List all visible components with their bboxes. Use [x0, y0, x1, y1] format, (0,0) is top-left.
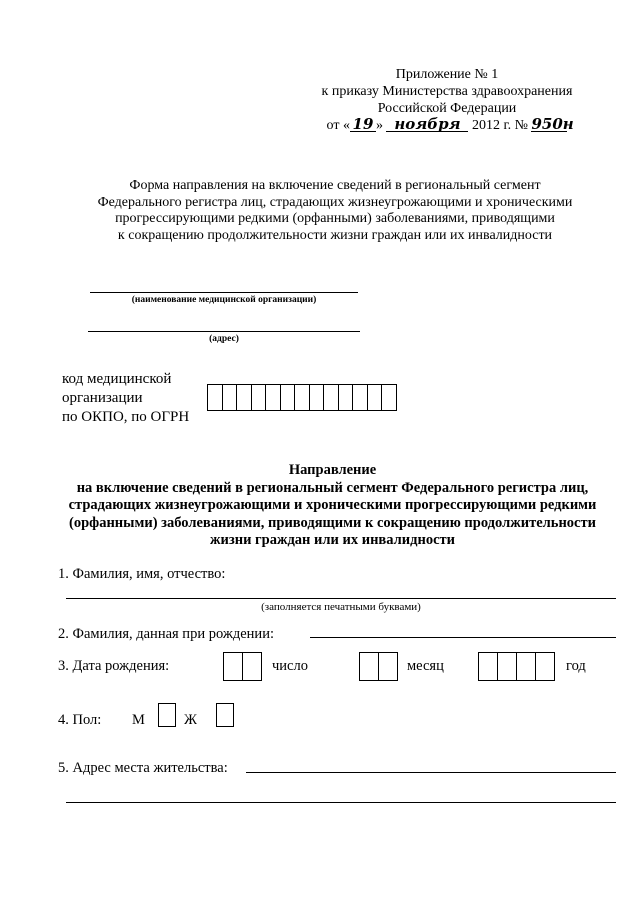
sex-f-checkbox[interactable]	[216, 703, 234, 727]
order-month: ноября	[386, 117, 468, 132]
code-cell[interactable]	[368, 385, 383, 410]
sex-f-label: Ж	[184, 712, 197, 728]
full-name-caption: (заполняется печатными буквами)	[261, 601, 421, 613]
year-cell[interactable]	[498, 653, 517, 680]
order-number: 950н	[531, 115, 574, 133]
org-code-boxes[interactable]	[207, 384, 397, 411]
sex-label: 4. Пол:	[58, 712, 102, 728]
birth-surname-label: 2. Фамилия, данная при рождении:	[58, 626, 274, 642]
sex-m-label: М	[132, 712, 145, 728]
code-cell[interactable]	[223, 385, 238, 410]
month-cell[interactable]	[360, 653, 379, 680]
full-name-label: 1. Фамилия, имя, отчество:	[58, 566, 226, 582]
month-label: месяц	[407, 658, 444, 674]
order-day: 19	[350, 117, 376, 132]
birth-surname-field[interactable]	[310, 637, 616, 638]
appendix-header	[302, 66, 592, 134]
residence-address-field[interactable]	[246, 772, 616, 773]
code-cell[interactable]	[252, 385, 267, 410]
code-cell[interactable]	[237, 385, 252, 410]
code-cell[interactable]	[382, 385, 396, 410]
residence-address-field-2[interactable]	[66, 802, 616, 803]
order-federation: Российской Федерации	[377, 101, 517, 116]
code-cell[interactable]	[310, 385, 325, 410]
day-label: число	[272, 658, 308, 674]
order-date-line: от « 19 » ноября 2012 г. № 950н	[326, 115, 574, 133]
form-title: Форма направления на включение сведений в региональный сегмент Федерального регистра лиц, страдающих жизнеугрожающими и хроническими прогрессирующими редкими (орфанными) заболеваниями, приводящими к сокращению продолжительности жизни граждан или их инвалидности	[97, 178, 573, 243]
birth-year-boxes[interactable]	[478, 652, 555, 681]
month-cell[interactable]	[379, 653, 397, 680]
code-cell[interactable]	[339, 385, 354, 410]
year-label: год	[566, 658, 586, 674]
code-cell[interactable]	[208, 385, 223, 410]
year-cell[interactable]	[536, 653, 554, 680]
appendix-number: Приложение № 1	[395, 67, 499, 82]
year-cell[interactable]	[479, 653, 498, 680]
code-cell[interactable]	[266, 385, 281, 410]
birth-day-boxes[interactable]	[223, 652, 262, 681]
org-code-label: код медицинской организации по ОКПО, по ОГРН	[62, 371, 190, 425]
day-cell[interactable]	[243, 653, 261, 680]
birth-date-label: 3. Дата рождения:	[58, 658, 170, 674]
full-name-field[interactable]	[66, 598, 616, 599]
residence-address-label: 5. Адрес места жительства:	[58, 760, 228, 776]
org-name-field[interactable]	[90, 292, 358, 293]
sex-m-checkbox[interactable]	[158, 703, 176, 727]
org-address-field[interactable]	[88, 331, 360, 332]
org-address-caption: (адрес)	[209, 334, 239, 344]
code-cell[interactable]	[324, 385, 339, 410]
day-cell[interactable]	[224, 653, 243, 680]
org-name-caption: (наименование медицинской организации)	[131, 295, 317, 305]
order-ministry: к приказу Министерства здравоохранения	[321, 84, 573, 99]
code-cell[interactable]	[295, 385, 310, 410]
year-cell[interactable]	[517, 653, 536, 680]
referral-heading: Направление на включение сведений в региональный сегмент Федерального регистра лиц, страдающих жизнеугрожающими и хроническими прогрессирующими редкими (орфанными) заболеваниями, приводящими к сокращению продолжительности жизни граждан или их инвалидности	[68, 462, 597, 548]
code-cell[interactable]	[281, 385, 296, 410]
code-cell[interactable]	[353, 385, 368, 410]
order-year: 2012 г. №	[471, 118, 528, 133]
birth-month-boxes[interactable]	[359, 652, 398, 681]
